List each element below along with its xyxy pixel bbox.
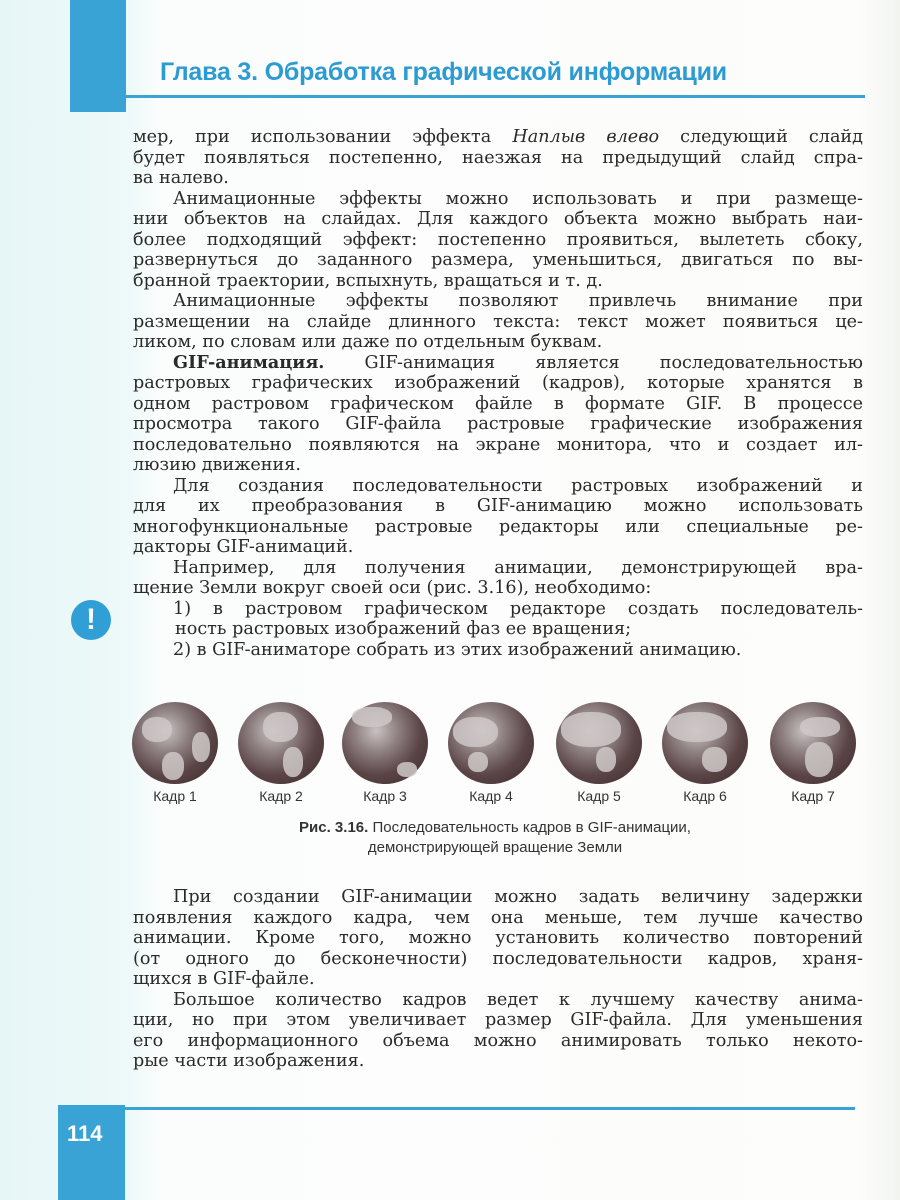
body-text-top bbox=[133, 127, 863, 660]
text-segment: размещении на слайде длинного текста: текст может появиться це- bbox=[133, 311, 863, 332]
body-text-bottom bbox=[133, 887, 863, 1072]
caption-label: Рис. 3.16. bbox=[299, 819, 369, 836]
figure-earth-rotation bbox=[120, 700, 870, 870]
text-line bbox=[133, 1051, 863, 1072]
earth-globe-image bbox=[342, 702, 428, 784]
earth-globe-image bbox=[132, 702, 218, 784]
text-line bbox=[133, 1010, 863, 1031]
page-number: 114 bbox=[67, 1121, 103, 1146]
text-line bbox=[133, 373, 863, 394]
text-line bbox=[133, 928, 863, 949]
page-number-tab bbox=[58, 1105, 125, 1200]
text-line bbox=[133, 230, 863, 251]
header-divider bbox=[70, 95, 865, 98]
text-segment: просмотра такого GIF-файла растровые графические изображения bbox=[133, 414, 863, 434]
text-line bbox=[133, 908, 863, 929]
text-segment: мер, при использовании эффекта bbox=[133, 127, 513, 147]
earth-globe-image bbox=[770, 702, 856, 784]
text-line bbox=[133, 537, 863, 558]
text-segment: 2) в GIF-аниматоре собрать из этих изображений анимацию. bbox=[173, 639, 742, 660]
text-segment: развернуться до заданного размера, уменьшиться, двигаться по вы- bbox=[133, 250, 863, 270]
text-segment: GIF-анимация является последовательностью bbox=[324, 352, 863, 373]
frame-label: Кадр 2 bbox=[259, 788, 303, 804]
text-segment: щение Земли вокруг своей оси (рис. 3.16), необходимо: bbox=[133, 578, 652, 598]
chapter-title: Глава 3. Обработка графической информации bbox=[160, 58, 727, 86]
earth-globe-image bbox=[238, 702, 324, 784]
frame-label: Кадр 4 bbox=[469, 788, 513, 804]
text-line bbox=[133, 271, 863, 292]
exclamation-icon: ! bbox=[71, 600, 111, 640]
text-line bbox=[133, 168, 863, 189]
text-segment: щихся в GIF-файле. bbox=[133, 969, 315, 989]
text-line bbox=[133, 332, 863, 353]
text-line bbox=[133, 148, 863, 169]
text-line bbox=[133, 353, 863, 374]
text-segment: рые части изображения. bbox=[133, 1051, 365, 1071]
text-segment: ность растровых изображений фаз ее вращения; bbox=[175, 619, 632, 639]
text-line bbox=[133, 558, 863, 579]
text-segment: Например, для получения анимации, демонстрирующей вра- bbox=[173, 557, 863, 578]
text-segment: будет появляться постепенно, наезжая на предыдущий слайд спра- bbox=[133, 147, 863, 168]
text-line bbox=[133, 291, 863, 312]
text-line bbox=[133, 1031, 863, 1052]
text-line bbox=[133, 619, 863, 640]
text-segment: нии объектов на слайдах. Для каждого объекта можно выбрать наи- bbox=[133, 209, 863, 229]
text-segment: анимации. Кроме того, можно установить количество повторений bbox=[133, 928, 863, 948]
text-line bbox=[133, 640, 863, 661]
caption-text-2: демонстрирующей вращение Земли bbox=[367, 839, 623, 856]
text-line bbox=[133, 517, 863, 538]
text-line bbox=[133, 599, 863, 620]
text-segment: более подходящий эффект: постепенно проявиться, вылететь сбоку, bbox=[133, 229, 863, 250]
earth-globe-image bbox=[556, 702, 642, 784]
text-line bbox=[133, 127, 863, 148]
caption-text-1: Последовательность кадров в GIF-анимации, bbox=[368, 819, 691, 836]
figure-caption bbox=[120, 818, 870, 858]
text-segment: ва налево. bbox=[133, 168, 229, 188]
frame-label: Кадр 5 bbox=[577, 788, 621, 804]
frame-label: Кадр 1 bbox=[153, 788, 197, 804]
text-line bbox=[133, 969, 863, 990]
text-segment: многофункциональные растровые редакторы или специальные ре- bbox=[133, 516, 863, 537]
italic-term: Наплыв влево bbox=[512, 127, 660, 147]
text-segment: 1) в растровом графическом редакторе создать последователь- bbox=[173, 598, 863, 619]
text-line bbox=[133, 455, 863, 476]
text-segment: появления каждого кадра, чем она меньше, тем лучше качество bbox=[133, 907, 863, 928]
footer-divider bbox=[58, 1107, 855, 1110]
text-line bbox=[133, 435, 863, 456]
text-segment: Анимационные эффекты позволяют привлечь внимание при bbox=[173, 291, 863, 311]
text-segment: ции, но при этом увеличивает размер GIF-файла. Для уменьшения bbox=[133, 1010, 863, 1030]
frame-label: Кадр 3 bbox=[363, 788, 407, 804]
text-segment: последовательно появляются на экране монитора, что и создает ил- bbox=[133, 434, 863, 455]
text-line bbox=[133, 476, 863, 497]
text-line bbox=[133, 949, 863, 970]
text-line bbox=[133, 209, 863, 230]
text-segment: Для создания последовательности растровых изображений и bbox=[173, 475, 863, 496]
text-segment: ликом, по словам или даже по отдельным буквам. bbox=[133, 332, 603, 352]
text-segment: Большое количество кадров ведет к лучшему качеству анима- bbox=[173, 989, 863, 1010]
text-line bbox=[133, 887, 863, 908]
text-line bbox=[133, 578, 863, 599]
text-segment: одном растровом графическом файле в формате GIF. В процессе bbox=[133, 393, 863, 414]
earth-globe-image bbox=[662, 702, 748, 784]
text-segment: При создании GIF-анимации можно задать величину задержки bbox=[173, 887, 863, 907]
text-line bbox=[133, 990, 863, 1011]
text-segment: растровых графических изображений (кадров), которые хранятся в bbox=[133, 373, 863, 393]
bold-term: GIF-анимация. bbox=[173, 351, 325, 373]
text-segment: его информационного объема можно анимировать только некото- bbox=[133, 1030, 863, 1051]
text-segment: (от одного до бесконечности) последовательности кадров, храня- bbox=[133, 948, 863, 969]
text-segment: дакторы GIF-анимаций. bbox=[133, 537, 354, 557]
text-segment: бранной траектории, вспыхнуть, вращаться и т. д. bbox=[133, 270, 603, 291]
frame-label: Кадр 7 bbox=[791, 788, 835, 804]
earth-globe-image bbox=[448, 702, 534, 784]
text-line bbox=[133, 250, 863, 271]
text-segment: для их преобразования в GIF-анимацию можно использовать bbox=[133, 496, 863, 516]
text-segment: люзию движения. bbox=[133, 455, 301, 475]
text-line bbox=[133, 496, 863, 517]
text-segment: Анимационные эффекты можно использовать и при размеще- bbox=[173, 188, 863, 209]
text-segment: следующий слайд bbox=[659, 127, 863, 147]
frame-label: Кадр 6 bbox=[683, 788, 727, 804]
text-line bbox=[133, 312, 863, 333]
text-line bbox=[133, 394, 863, 415]
text-line bbox=[133, 189, 863, 210]
text-line bbox=[133, 414, 863, 435]
